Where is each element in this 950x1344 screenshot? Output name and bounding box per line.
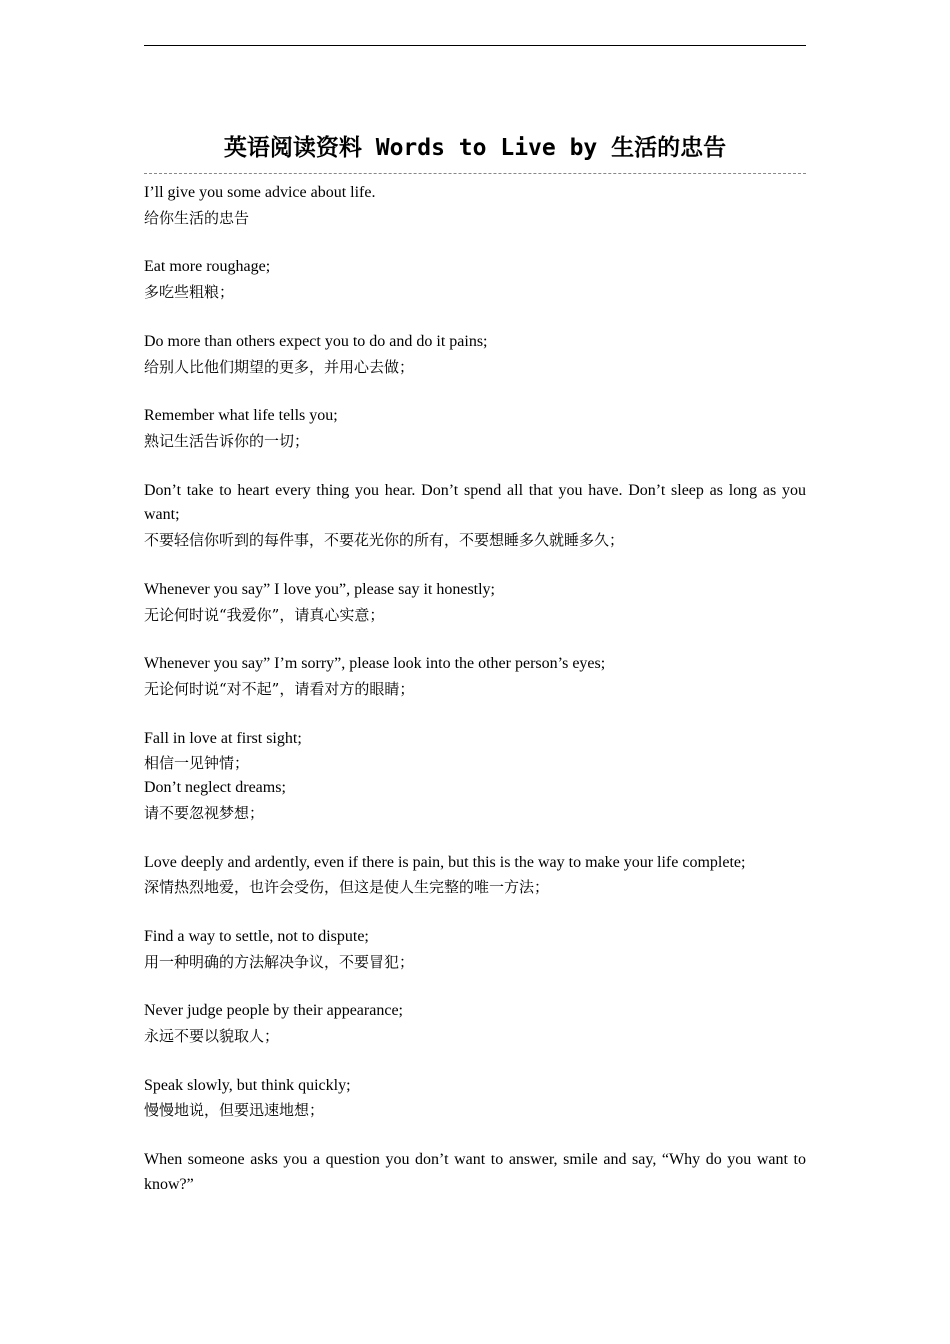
chinese-line: 不要轻信你听到的每件事，不要花光你的所有，不要想睡多久就睡多久； (144, 531, 625, 550)
advice-entry (144, 1148, 806, 1198)
english-line: Never judge people by their appearance; (144, 1002, 403, 1020)
chinese-line: 慢慢地说，但要迅速地想； (144, 1101, 325, 1120)
advice-entry (144, 181, 806, 231)
header-rule (144, 45, 806, 46)
advice-entry (144, 1074, 806, 1124)
chinese-line: 熟记生活告诉你的一切； (144, 431, 310, 450)
advice-entry (144, 652, 806, 702)
chinese-line: 多吃些粗粮； (144, 283, 235, 302)
advice-entry (144, 479, 806, 553)
chinese-line: 相信一见钟情； (144, 754, 250, 773)
english-line: Whenever you say” I love you”, please say it honestly; (144, 580, 495, 598)
english-line: Remember what life tells you; (144, 407, 338, 425)
advice-entry (144, 925, 806, 975)
english-line: Don’t neglect dreams; (144, 779, 286, 797)
advice-entry (144, 255, 806, 305)
english-line: Fall in love at first sight; (144, 729, 302, 747)
english-line: Find a way to settle, not to dispute; (144, 927, 369, 945)
chinese-line: 无论何时说“我爱你”，请真心实意； (144, 605, 385, 624)
advice-entry (144, 578, 806, 628)
advice-entry (144, 404, 806, 454)
chinese-line: 给别人比他们期望的更多，并用心去做； (144, 357, 415, 376)
english-line: Love deeply and ardently, even if there is pain, but this is the way to make your life complete; (144, 853, 746, 871)
english-line: When someone asks you a question you don’t want to answer, smile and say, “Why do you want to know?” (144, 1151, 806, 1193)
chinese-line: 永远不要以貌取人； (144, 1027, 280, 1046)
english-line: Eat more roughage; (144, 258, 271, 276)
title-divider (144, 173, 806, 174)
chinese-line: 无论何时说“对不起”，请看对方的眼睛； (144, 679, 415, 698)
document-title: 英语阅读资料 Words to Live by 生活的忠告 (223, 135, 727, 161)
advice-entry (144, 330, 806, 380)
advice-entry (144, 727, 806, 777)
advice-entry (144, 851, 806, 901)
advice-entry (144, 999, 806, 1049)
chinese-line: 深情热烈地爱，也许会受伤，但这是使人生完整的唯一方法； (144, 878, 550, 897)
english-line: Don’t take to heart every thing you hear. Don’t spend all that you have. Don’t sleep as long as you want; (144, 481, 806, 524)
english-line: Do more than others expect you to do and do it pains; (144, 332, 488, 350)
chinese-line: 请不要忽视梦想； (144, 803, 265, 822)
english-line: Whenever you say” I’m sorry”, please look into the other person’s eyes; (144, 655, 606, 673)
advice-entry (144, 776, 806, 826)
chinese-line: 用一种明确的方法解决争议，不要冒犯； (144, 952, 415, 971)
chinese-line: 给你生活的忠告 (144, 208, 250, 227)
document-body (144, 181, 806, 1198)
english-line: Speak slowly, but think quickly; (144, 1076, 351, 1094)
english-line: I’ll give you some advice about life. (144, 184, 376, 201)
